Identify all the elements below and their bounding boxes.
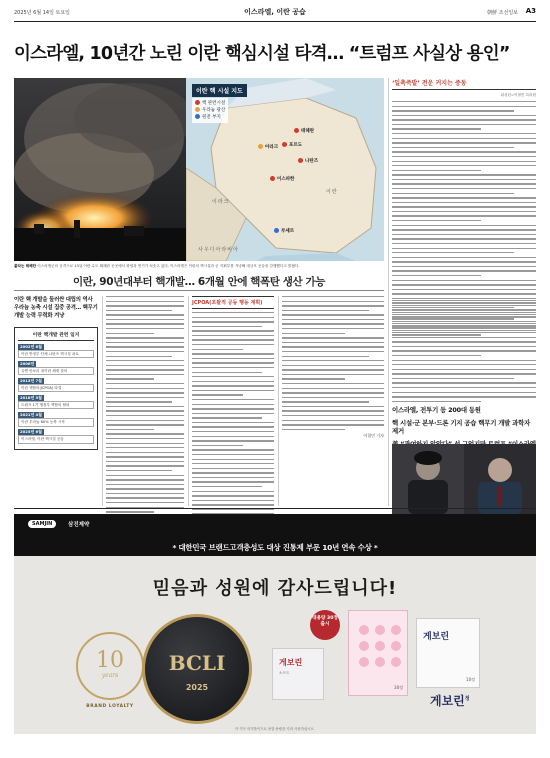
timeline-box [14, 327, 98, 451]
column-divider [388, 78, 389, 506]
pill-icon [391, 641, 401, 651]
country-saudi: 사우디아라비아 [198, 247, 239, 253]
issue-date: 2025년 6월 14일 토요일 [14, 10, 71, 16]
map-label-arak: 아라크 [258, 144, 278, 150]
product-name: 게보린 [430, 694, 465, 708]
legend-dot-icon [195, 100, 200, 105]
ad-subtitle: * 대한민국 브랜드고객충성도 대상 진통제 부문 10년 연속 수상 * [172, 543, 378, 552]
box1-sub: 소프트 [279, 671, 290, 675]
site-marker-icon [274, 228, 279, 233]
jcpoa-box-head: JCPOA(포괄적 공동 행동 계획) [192, 296, 274, 309]
site-marker-icon [270, 176, 275, 181]
pill-icon [359, 625, 369, 635]
legend-dot-icon [195, 114, 200, 119]
right-headline-2: 핵 시설·군 본부·드론 기지 공습 핵무기 개발 과학자 제거 [392, 418, 531, 436]
box1-name: 게보린 [279, 658, 303, 667]
right-headline-1: 이스라엘, 전투기 등 200대 동원 [392, 406, 481, 415]
subhead-rule [14, 290, 384, 291]
map-label-natanz: 나탄즈 [298, 158, 318, 164]
box2-count: 30정 [394, 685, 403, 690]
years-number: 10 [96, 648, 124, 673]
map-legend [192, 98, 228, 123]
site-marker-icon [298, 158, 303, 163]
legend-item: 원전 부지 [195, 114, 225, 121]
box3-name: 게보린 [423, 632, 450, 642]
article-body [282, 296, 384, 430]
pill-icon [375, 641, 385, 651]
site-marker-icon [294, 128, 299, 133]
article-body [392, 300, 536, 402]
article-column-1 [14, 296, 98, 450]
timeline-item: 2025년 6월 이스라엘, 이란 핵시설 공습 [18, 429, 94, 444]
pill-icon [359, 641, 369, 651]
legend-dot-icon [195, 107, 200, 112]
ad-brand: 삼진제약 [68, 522, 90, 528]
emblem-year: 2025 [185, 683, 209, 692]
pill-icon [375, 625, 385, 635]
bcli-emblem [142, 614, 252, 724]
paper-name: 朝鮮 조선일보 [487, 10, 518, 16]
pill-icon [391, 625, 401, 635]
pill-icon [375, 657, 385, 667]
caption-lead: 불타는 테헤란 [14, 264, 37, 268]
map-label-tehran: 테헤란 [294, 128, 314, 134]
legend-item: 핵 관련시설 [195, 100, 225, 107]
article-column-4 [282, 296, 384, 439]
large-size-badge: 대용량 30정 출시 [310, 610, 340, 640]
sub-headline: 이란, 90년대부터 핵개발… 6개월 안에 핵폭탄 생산 가능 [72, 276, 326, 288]
site-marker-icon [282, 142, 287, 147]
site-marker-icon [258, 144, 263, 149]
country-iraq: 이라크 [212, 199, 230, 205]
iran-nuclear-map[interactable] [186, 78, 384, 261]
ad-title: 믿음과 성원에 감사드립니다! [152, 578, 398, 599]
article-writer: 이철민 기자 [363, 433, 384, 439]
product-box-10 [416, 618, 480, 688]
timeline-title: 이란 핵개발 관련 일지 [18, 331, 94, 341]
article-kicker: 이란 핵 개발을 둘러싼 대립의 역사 우라늄 농축 시설 집중 공격… 핵무기 개발 능력 무력화 겨냥 [14, 297, 98, 320]
legend-item: 우라늄 광산 [195, 107, 225, 114]
leaders-photo[interactable] [392, 444, 536, 514]
ad-footer: 이 약은 의약품이므로 용법·용량을 지켜 사용하십시오. [235, 727, 315, 731]
box3-count: 10정 [466, 677, 475, 682]
map-title: 이란 핵 시설 지도 [192, 84, 247, 97]
page-header [14, 6, 536, 20]
map-label-fordo: 포르도 [282, 142, 302, 148]
timeline-item: 2018년 5월 트럼프 1기 행정부 핵합의 탈퇴 [18, 395, 94, 410]
product-box-30 [348, 610, 408, 696]
caption-text: 이스라엘군의 공격으로 13일 이란 수도 테헤란 곳곳에서 화염과 연기가 치솟고 있다. 이스라엘은 이란의 핵시설과 군 지휘부를 겨냥해 대규모 공습을 감행했다고 밝혔다. [37, 264, 300, 268]
photo-caption [14, 264, 384, 269]
ad-logo: SAMJIN [28, 520, 56, 528]
years-label: years [101, 672, 119, 679]
pill-icon [359, 657, 369, 667]
timeline-item: 2021년 4월 이란 우라늄 60% 농축 시작 [18, 412, 94, 427]
ten-years-badge [76, 632, 144, 700]
product-mark: 정 [464, 696, 470, 702]
column-divider [278, 296, 279, 506]
timeline-item: 2006년 유엔 안보리 대이란 제재 결의 [18, 361, 94, 376]
column-divider [188, 296, 189, 506]
header-rule [14, 21, 536, 22]
product-logo [430, 692, 470, 709]
page-number: A3 [525, 7, 536, 15]
timeline-item: 2015년 7월 이란 핵합의(JCPOA) 타결 [18, 378, 94, 393]
main-headline: 이스라엘, 10년간 노린 이란 핵심시설 타격… “트럼프 사실상 용인” [14, 44, 510, 64]
timeline-item: 2002년 8월 이란 반정부 단체 나탄즈 핵시설 폭로 [18, 344, 94, 359]
emblem-main: BCLI [168, 651, 226, 675]
side-article-title: ‘일촉즉발’ 전운 커지는 중동 [392, 78, 536, 90]
country-iran: 이란 [326, 189, 338, 195]
section-title: 이스라엘, 이란 공습 [244, 8, 306, 16]
map-label-bushehr: 부셰르 [274, 228, 294, 234]
column-divider [102, 296, 103, 506]
brand-loyalty-label: BRAND LOYALTY [86, 704, 134, 709]
pill-icon [391, 657, 401, 667]
product-box-soft [272, 648, 324, 700]
leaders-image [392, 444, 536, 514]
ad-rule [14, 508, 536, 509]
advertisement[interactable] [14, 514, 536, 734]
map-label-isfahan: 이스파한 [270, 176, 294, 182]
side-article-byline: 워싱턴=이철민 특파원 [500, 93, 536, 97]
